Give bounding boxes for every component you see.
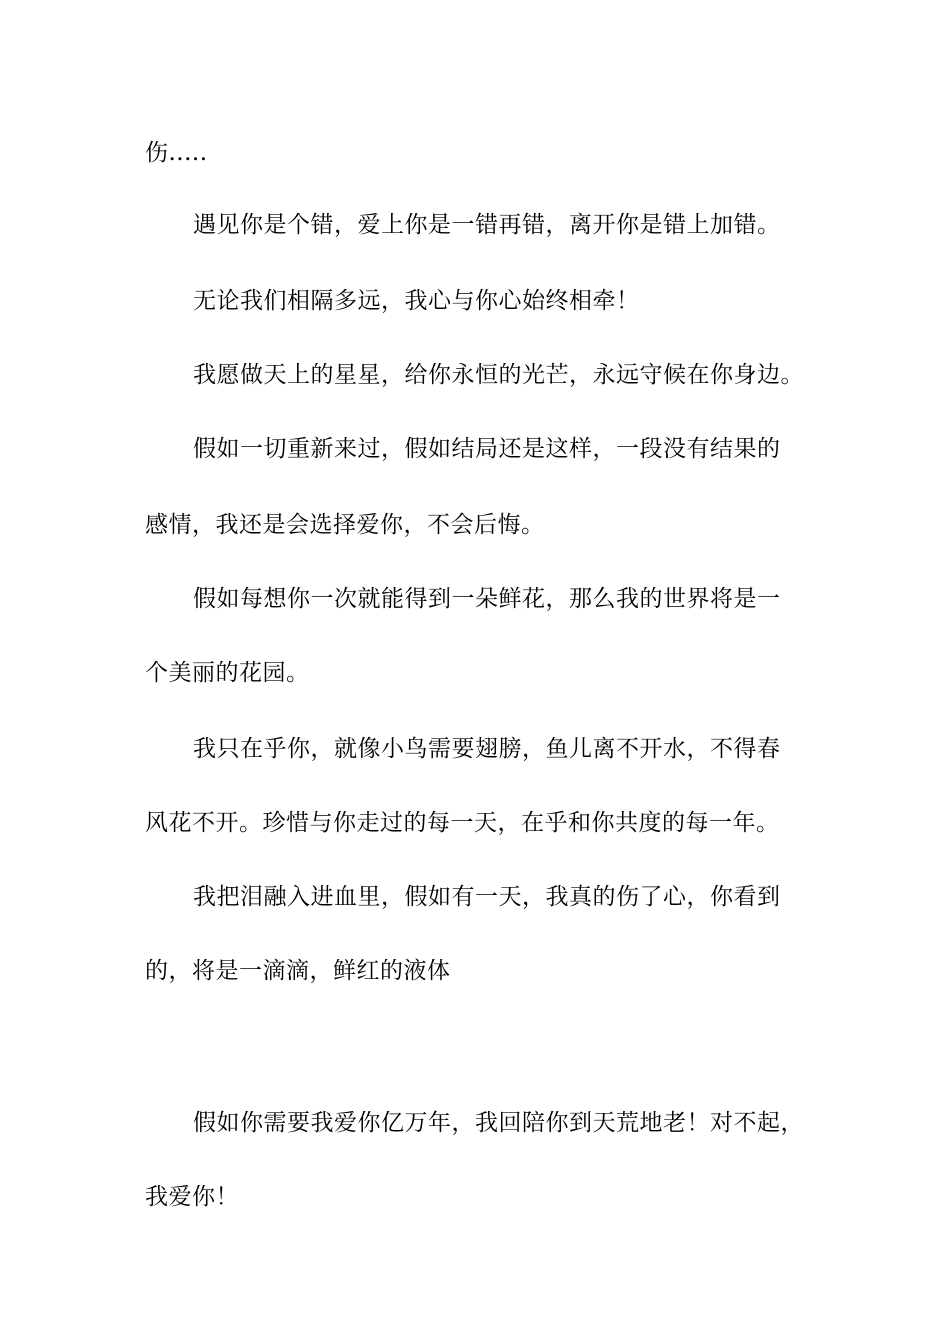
text-line-12: 的，将是一滴滴，鲜红的液体 (145, 958, 451, 984)
text-line-1: 伤..... (145, 140, 208, 166)
text-line-9: 我只在乎你，就像小鸟需要翅膀，鱼儿离不开水，不得春 (193, 736, 781, 762)
text-line-3: 无论我们相隔多远，我心与你心始终相牵！ (193, 288, 640, 314)
text-line-11: 我把泪融入进血里，假如有一天，我真的伤了心，你看到 (193, 884, 781, 910)
text-line-5: 假如一切重新来过，假如结局还是这样，一段没有结果的 (193, 436, 781, 462)
text-line-2: 遇见你是个错，爱上你是一错再错，离开你是错上加错。 (193, 212, 781, 238)
text-line-4: 我愿做天上的星星，给你永恒的光芒，永远守候在你身边。 (193, 362, 804, 388)
text-line-13: 假如你需要我爱你亿万年，我回陪你到天荒地老！对不起， (193, 1110, 804, 1136)
text-line-14: 我爱你！ (145, 1184, 239, 1210)
text-line-10: 风花不开。珍惜与你走过的每一天，在乎和你共度的每一年。 (145, 810, 780, 836)
text-line-7: 假如每想你一次就能得到一朵鲜花，那么我的世界将是一 (193, 586, 781, 612)
text-line-8: 个美丽的花园。 (145, 660, 310, 686)
text-line-6: 感情，我还是会选择爱你，不会后悔。 (145, 512, 545, 538)
